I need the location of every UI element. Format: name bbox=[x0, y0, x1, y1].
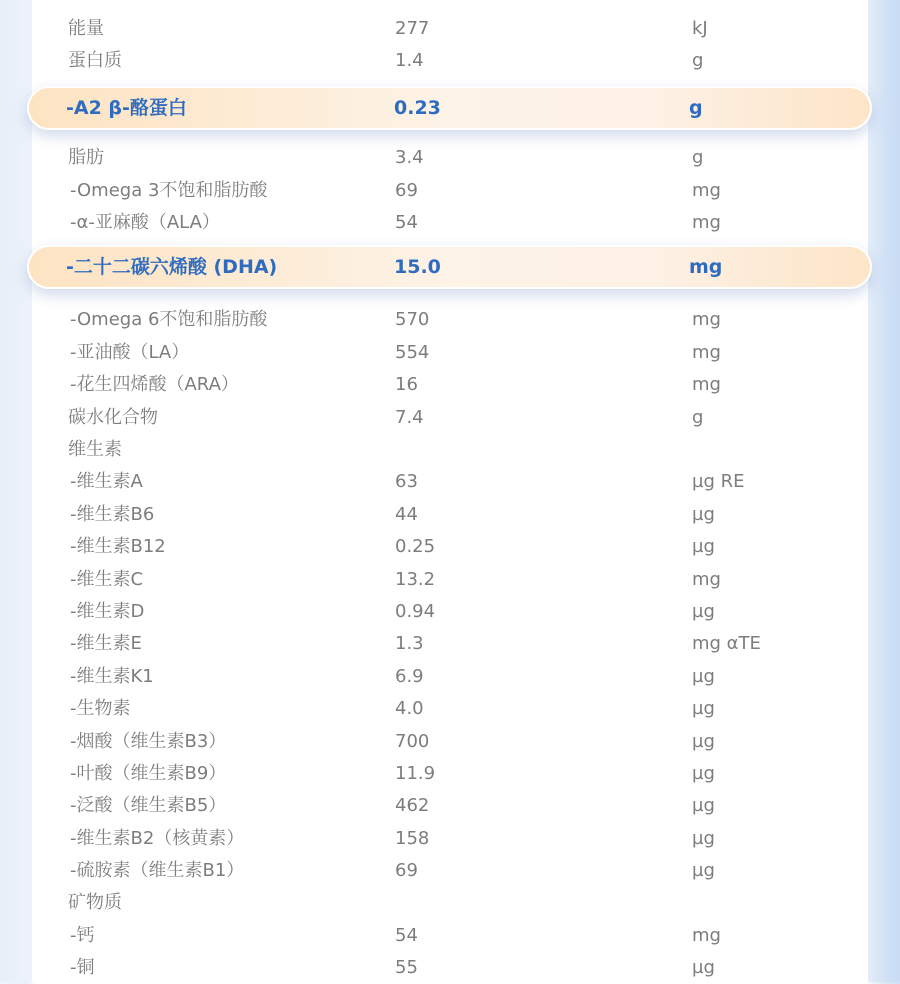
nutrition-row bbox=[0, 207, 900, 239]
nutrient-unit: mg αTE bbox=[692, 633, 761, 654]
nutrient-unit: µg bbox=[692, 731, 715, 752]
nutrient-value: 55 bbox=[395, 957, 418, 978]
nutrient-unit: g bbox=[692, 147, 704, 168]
nutrition-row bbox=[0, 693, 900, 725]
nutrition-row bbox=[0, 564, 900, 596]
highlight-value: 15.0 bbox=[394, 256, 441, 278]
nutrient-name: -泛酸（维生素B5） bbox=[70, 795, 227, 816]
nutrient-value: 69 bbox=[395, 180, 418, 201]
nutrient-unit: g bbox=[692, 407, 704, 428]
nutrient-unit: µg bbox=[692, 795, 715, 816]
nutrient-unit: mg bbox=[692, 374, 721, 395]
nutrient-name: -钙 bbox=[70, 925, 95, 946]
nutrient-unit: mg bbox=[692, 212, 721, 233]
nutrient-value: 6.9 bbox=[395, 666, 424, 687]
nutrient-value: 7.4 bbox=[395, 407, 424, 428]
nutrition-row bbox=[0, 337, 900, 369]
nutrition-row bbox=[0, 855, 900, 887]
nutrient-value: 11.9 bbox=[395, 763, 436, 784]
highlight-row-a2-casein bbox=[27, 86, 872, 130]
nutrient-value: 277 bbox=[395, 18, 430, 39]
nutrient-value: 16 bbox=[395, 374, 418, 395]
highlight-unit: g bbox=[689, 97, 703, 119]
nutrient-name: -α-亚麻酸（ALA） bbox=[70, 212, 220, 233]
nutrition-row bbox=[0, 823, 900, 855]
nutrient-unit: mg bbox=[692, 309, 721, 330]
nutrient-unit: mg bbox=[692, 180, 721, 201]
nutrition-row bbox=[0, 661, 900, 693]
nutrition-row bbox=[0, 758, 900, 790]
nutrition-row bbox=[0, 499, 900, 531]
nutrition-row bbox=[0, 304, 900, 336]
nutrient-value: 462 bbox=[395, 795, 430, 816]
highlight-unit: mg bbox=[689, 256, 723, 278]
nutrient-value: 570 bbox=[395, 309, 430, 330]
nutrition-row bbox=[0, 142, 900, 174]
nutrient-value: 554 bbox=[395, 342, 430, 363]
nutrient-name: 蛋白质 bbox=[68, 50, 122, 71]
nutrient-name: -亚油酸（LA） bbox=[70, 342, 190, 363]
nutrient-value: 158 bbox=[395, 828, 430, 849]
nutrient-name: -花生四烯酸（ARA） bbox=[70, 374, 239, 395]
nutrition-row bbox=[0, 887, 900, 919]
nutrient-name: -铜 bbox=[70, 957, 95, 978]
nutrition-row bbox=[0, 434, 900, 466]
nutrient-name: -叶酸（维生素B9） bbox=[70, 763, 227, 784]
nutrient-value: 3.4 bbox=[395, 147, 424, 168]
nutrient-name: -维生素B6 bbox=[70, 504, 155, 525]
highlight-value: 0.23 bbox=[394, 97, 441, 119]
highlight-name: -A2 β-酪蛋白 bbox=[66, 97, 187, 119]
nutrition-row bbox=[0, 790, 900, 822]
nutrient-name: -维生素E bbox=[70, 633, 142, 654]
nutrient-name: -硫胺素（维生素B1） bbox=[70, 860, 245, 881]
nutrition-row bbox=[0, 596, 900, 628]
nutrient-value: 4.0 bbox=[395, 698, 424, 719]
nutrient-value: 54 bbox=[395, 925, 418, 946]
nutrient-value: 54 bbox=[395, 212, 418, 233]
nutrient-name: -Omega 6不饱和脂肪酸 bbox=[70, 309, 268, 330]
nutrient-unit: mg bbox=[692, 342, 721, 363]
nutrient-unit: µg bbox=[692, 666, 715, 687]
nutrient-unit: µg bbox=[692, 763, 715, 784]
nutrient-name: 脂肪 bbox=[68, 147, 104, 168]
nutrient-unit: µg RE bbox=[692, 471, 745, 492]
nutrient-value: 0.94 bbox=[395, 601, 436, 622]
nutrient-value: 0.25 bbox=[395, 536, 436, 557]
nutrition-row bbox=[0, 175, 900, 207]
nutrient-name: -生物素 bbox=[70, 698, 131, 719]
nutrient-name: 碳水化合物 bbox=[68, 407, 158, 428]
nutrient-name: -维生素K1 bbox=[70, 666, 154, 687]
nutrient-name: 维生素 bbox=[68, 439, 122, 460]
nutrient-name: 能量 bbox=[68, 18, 104, 39]
nutrition-row bbox=[0, 628, 900, 660]
nutrition-row bbox=[0, 726, 900, 758]
nutrient-name: -维生素B12 bbox=[70, 536, 166, 557]
nutrient-name: 矿物质 bbox=[68, 892, 122, 913]
nutrient-name: -烟酸（维生素B3） bbox=[70, 731, 227, 752]
nutrient-unit: µg bbox=[692, 601, 715, 622]
nutrient-unit: µg bbox=[692, 536, 715, 557]
nutrient-name: -Omega 3不饱和脂肪酸 bbox=[70, 180, 268, 201]
nutrition-row bbox=[0, 369, 900, 401]
nutrient-unit: kJ bbox=[692, 18, 708, 39]
nutrition-row bbox=[0, 531, 900, 563]
nutrient-value: 44 bbox=[395, 504, 418, 525]
nutrition-row bbox=[0, 466, 900, 498]
nutrient-value: 69 bbox=[395, 860, 418, 881]
nutrient-name: -维生素B2（核黄素） bbox=[70, 828, 245, 849]
nutrient-value: 63 bbox=[395, 471, 418, 492]
nutrient-name: -维生素C bbox=[70, 569, 144, 590]
nutrient-unit: µg bbox=[692, 957, 715, 978]
nutrient-name: -维生素D bbox=[70, 601, 145, 622]
highlight-row-dha bbox=[27, 245, 872, 289]
nutrient-unit: mg bbox=[692, 569, 721, 590]
nutrient-unit: µg bbox=[692, 504, 715, 525]
nutrient-name: -维生素A bbox=[70, 471, 143, 492]
nutrient-value: 1.4 bbox=[395, 50, 424, 71]
nutrient-unit: µg bbox=[692, 828, 715, 849]
nutrient-unit: µg bbox=[692, 860, 715, 881]
nutrition-row bbox=[0, 402, 900, 434]
nutrition-row bbox=[0, 920, 900, 952]
nutrient-value: 13.2 bbox=[395, 569, 436, 590]
nutrient-unit: µg bbox=[692, 698, 715, 719]
nutrient-value: 700 bbox=[395, 731, 430, 752]
nutrition-row bbox=[0, 952, 900, 984]
nutrient-value: 1.3 bbox=[395, 633, 424, 654]
nutrition-row bbox=[0, 45, 900, 77]
nutrition-row bbox=[0, 13, 900, 45]
nutrient-unit: g bbox=[692, 50, 704, 71]
nutrient-unit: mg bbox=[692, 925, 721, 946]
highlight-name: -二十二碳六烯酸 (DHA) bbox=[66, 256, 278, 278]
